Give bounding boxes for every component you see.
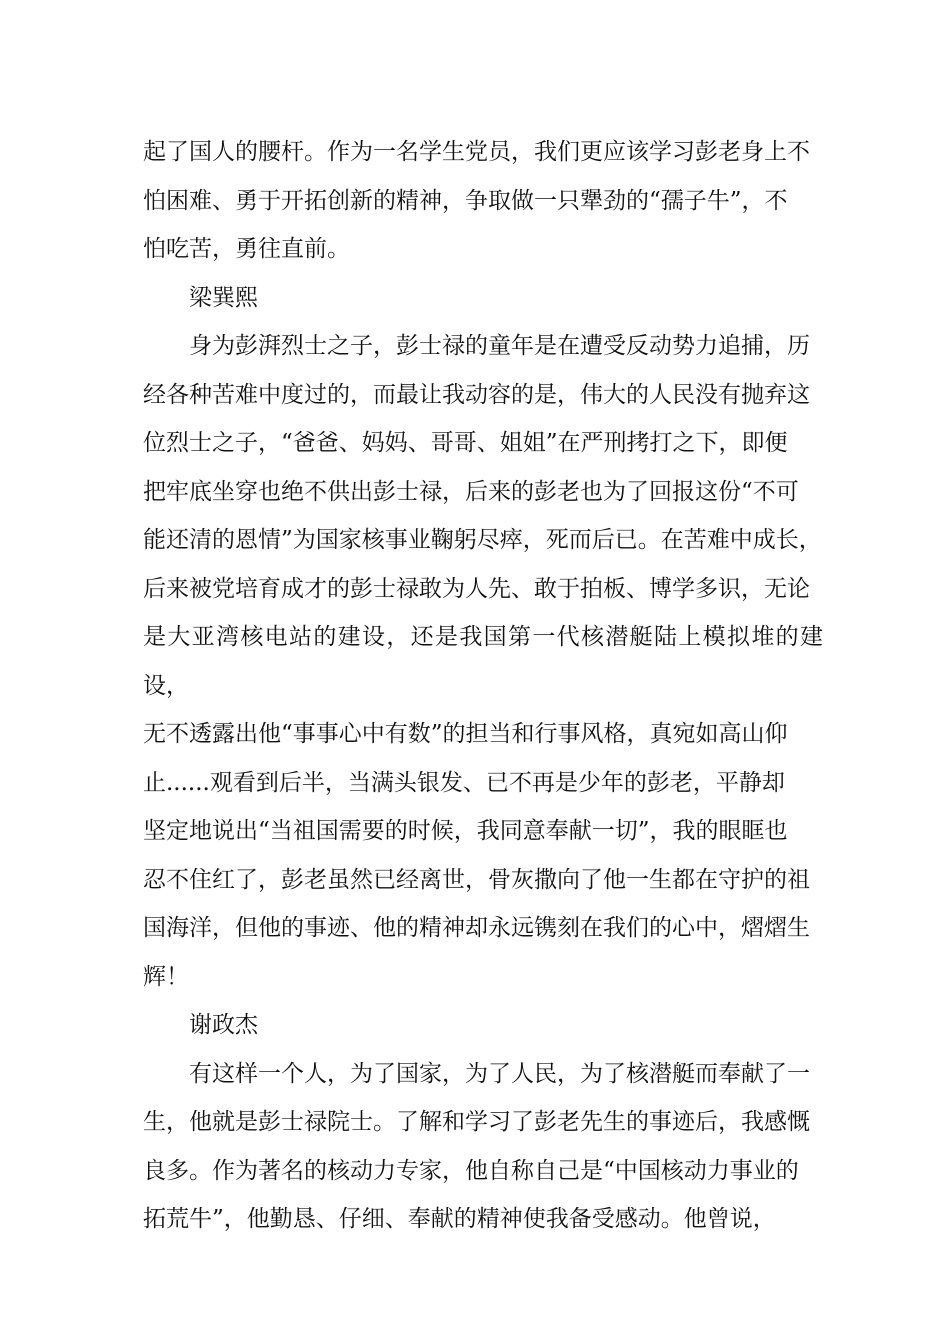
paragraph-reflection-xie: 有这样一个人，为了国家，为了人民，为了核潜艇而奉献了一 生，他就是彭士禄院士。了解和学习了彭老先生的事迹后，我感慨 良多。作为著名的核动力专家，他自称自己是“中国核动力事业的 拓荒牛”，他勤恳、仔细、奉献的精神使我备受感动。他曾说， (143, 1060, 810, 1232)
paragraph-reflection-liang: 身为彭湃烈士之子，彭士禄的童年是在遭受反动势力追捕，历 经各种苦难中度过的，而最让我动容的是，伟大的人民没有抛弃这 位烈士之子，“爸爸、妈妈、哥哥、姐姐”在严刑拷打之下，即便 把牢底坐穿也绝不供出彭士禄，后来的彭老也为了回报这份“不可 能还清的恩情”为国家核事业鞠躬尽瘁，死而后已。在苦难中成长， 后来被党培育成才的彭士禄敢为人先、敢于拍板、博学多识，无论 是大亚湾核电站的建设，还是我国第一代核潜艇陆上模拟堆的建设， 无不透露出他“事事心中有数”的担当和行事风格，真宛如高山仰 止......观看到后半，当满头银发、已不再是少年的彭老，平静却 坚定地说出“当祖国需要的时候，我同意奉献一切”，我的眼眶也 忍不住红了，彭老虽然已经离世，骨灰撒向了他一生都在守护的祖 国海洋，但他的事迹、他的精神却永远镌刻在我们的心中，熠熠生 辉！ (143, 333, 823, 990)
paragraph-continuation: 起了国人的腰杆。作为一名学生党员，我们更应该学习彭老身上不 怕困难、勇于开拓创新的精神，争取做一只犟劲的“孺子牛”，不 怕吃苦，勇往直前。 (143, 139, 810, 262)
document-body (143, 128, 823, 1244)
author-name-liang-xunxi: 梁巽熙 (189, 284, 258, 311)
author-name-xie-zhengjie: 谢政杰 (189, 1012, 258, 1038)
